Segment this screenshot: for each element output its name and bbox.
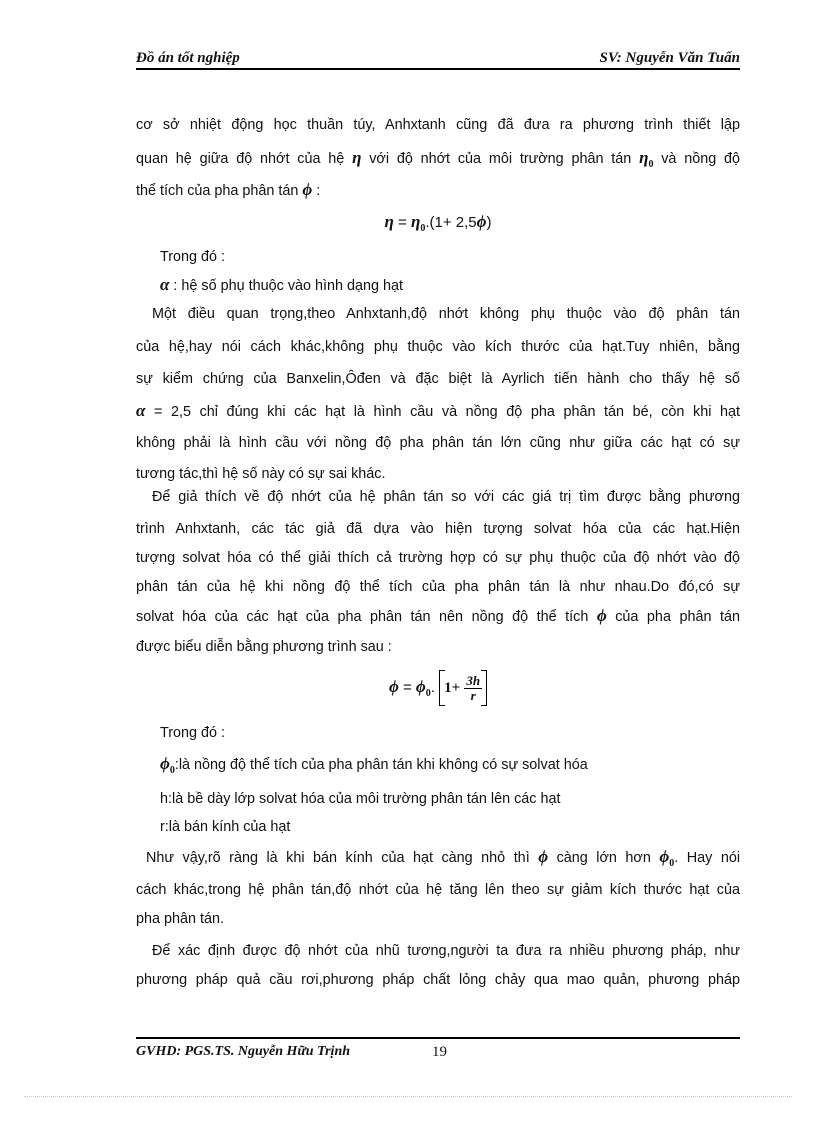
eta0-symbol: $\eta_0$: [639, 148, 654, 170]
where2-phi0-symbol: $\phi_0$: [160, 754, 175, 776]
p3-line1: Để giả thích về độ nhớt của hệ phân tán so với các giá trị tìm được bằng phương: [152, 489, 740, 505]
p1-line2-text-b: với độ nhớt của môi trường phân tán: [369, 151, 632, 167]
p5-line1: Để xác định được độ nhớt của nhũ tương,người ta đưa ra nhiều phương pháp, như: [152, 943, 740, 959]
header-title: Đồ án tốt nghiệp: [136, 50, 240, 66]
p1-line2: [136, 149, 740, 170]
where2-label: Trong đó :: [160, 725, 226, 741]
page-number: 19: [432, 1044, 447, 1060]
p4-line1-text-a: Như vậy,rõ ràng là khi bán kính của hạt càng nhỏ thì: [146, 850, 530, 866]
eq2-numerator: 3h: [466, 672, 481, 688]
eq2-denominator: r: [470, 687, 476, 703]
equation-einstein: [136, 212, 740, 232]
eq2-fraction: [464, 674, 482, 703]
p4-line1-text-b: càng lớn hơn: [556, 850, 651, 866]
p3-line5-text-a: solvat hóa của các hạt của pha phân tán nên nồng độ thể tích: [136, 609, 589, 625]
where2-r: r:là bán kính của hạt: [160, 819, 291, 835]
eq1-eta: η: [384, 212, 394, 231]
eq1-equals: =: [398, 214, 407, 231]
where1-label: Trong đó :: [160, 249, 226, 265]
eta-symbol: η: [352, 148, 362, 167]
p1-line3: [136, 181, 740, 200]
eq2-phi: ϕ: [388, 676, 399, 696]
eq1-eta0: $\eta_0$: [410, 212, 426, 234]
eq2-phi0: $\phi_0$: [415, 676, 431, 699]
p1-line2-text-a: quan hệ giữa độ nhớt của hệ: [136, 151, 345, 167]
p2-line1: Một điều quan trọng,theo Anhxtanh,độ nhớt không phụ thuộc vào độ phân tán: [152, 306, 740, 322]
p4-line2: cách khác,trong hệ phân tán,độ nhớt của hệ tăng lên theo sự giảm kích thước hạt của: [136, 882, 740, 898]
alpha-description: : hệ số phụ thuộc vào hình dạng hạt: [173, 278, 404, 294]
p3-phi-symbol: ϕ: [596, 606, 607, 625]
where2-h: h:là bề dày lớp solvat hóa của môi trường phân tán lên các hạt: [160, 791, 561, 807]
p1-line3-text: thể tích của pha phân tán: [136, 183, 299, 199]
eq1-close: ): [486, 214, 492, 231]
p2-line4-text: = 2,5 chỉ đúng khi các hạt là hình cầu và nồng độ pha phân tán bé, còn khi hạt: [154, 404, 740, 420]
phi0-description: :là nồng độ thể tích của pha phân tán khi không có sự solvat hóa: [174, 757, 588, 773]
footer-rule: [136, 1037, 740, 1039]
p2-line2: của hệ,hay nói cách khác,không phụ thuộc vào kích thước của hạt.Tuy nhiên, bằng: [136, 339, 740, 355]
p1-line2-text-c: và nồng độ: [661, 151, 741, 167]
p1-line3-colon: :: [316, 183, 321, 199]
header-author: SV: Nguyễn Văn Tuấn: [599, 50, 740, 66]
where1-alpha: [160, 276, 740, 295]
p4-line1: [146, 848, 740, 869]
header-rule: [136, 68, 740, 70]
where2-phi0: [160, 755, 740, 776]
eq2-dot: .: [430, 678, 435, 696]
p4-phi0-symbol: $\phi_0$: [659, 847, 675, 869]
equation-solvation: [136, 670, 740, 706]
p3-line4: phân tán của hệ khi nồng độ thể tích của pha phân tán là như nhau.Do đó,có sự: [136, 579, 740, 595]
eq2-equals: =: [402, 678, 412, 696]
alpha-symbol: α: [160, 275, 170, 294]
footer-supervisor: GVHD: PGS.TS. Nguyễn Hữu Trịnh: [136, 1044, 351, 1059]
p2-alpha-symbol: α: [136, 401, 146, 420]
p2-line6: tương tác,thì hệ số này có sự sai khác.: [136, 466, 386, 482]
eq2-bracket: [439, 670, 487, 706]
p3-line6: được biểu diễn bằng phương trình sau :: [136, 639, 392, 655]
page-bottom-border: [24, 1096, 792, 1097]
p3-line2: trình Anhxtanh, các tác giả đã dựa vào hiện tượng solvat hóa của các hạt.Hiện: [136, 521, 740, 537]
p4-phi-symbol: ϕ: [538, 847, 549, 866]
p1-line1: cơ sở nhiệt động học thuần túy, Anhxtanh cũng đã đưa ra phương trình thiết lập: [136, 117, 740, 133]
eq2-one-plus: 1+: [444, 680, 461, 696]
p4-line3: pha phân tán.: [136, 911, 225, 927]
p2-line3: sự kiểm chứng của Banxelin,Ôđen và đặc biệt là Ayrlich tiến hành cho thấy hệ số: [136, 371, 740, 387]
p4-line1-text-c: . Hay nói: [674, 850, 741, 866]
eq1-phi: ϕ: [476, 212, 487, 231]
p2-line4: [136, 402, 740, 421]
p3-line3: tượng solvat hóa có thể giải thích cả trường hợp có sự phụ thuộc của độ nhớt vào độ: [136, 550, 740, 566]
p3-line5: [136, 607, 740, 626]
p5-line2: phương pháp quả cầu rơi,phương pháp chất lỏng chảy qua mao quản, phương pháp: [136, 972, 740, 988]
phi-symbol: ϕ: [302, 180, 313, 199]
page-header: [136, 50, 740, 70]
p2-line5: không phải là hình cầu với nồng độ pha phân tán lớn cũng như giữa các hạt có sự: [136, 435, 740, 451]
p3-line5-text-b: của pha phân tán: [615, 609, 740, 625]
eq1-rest: .(1+ 2,5: [425, 214, 477, 231]
